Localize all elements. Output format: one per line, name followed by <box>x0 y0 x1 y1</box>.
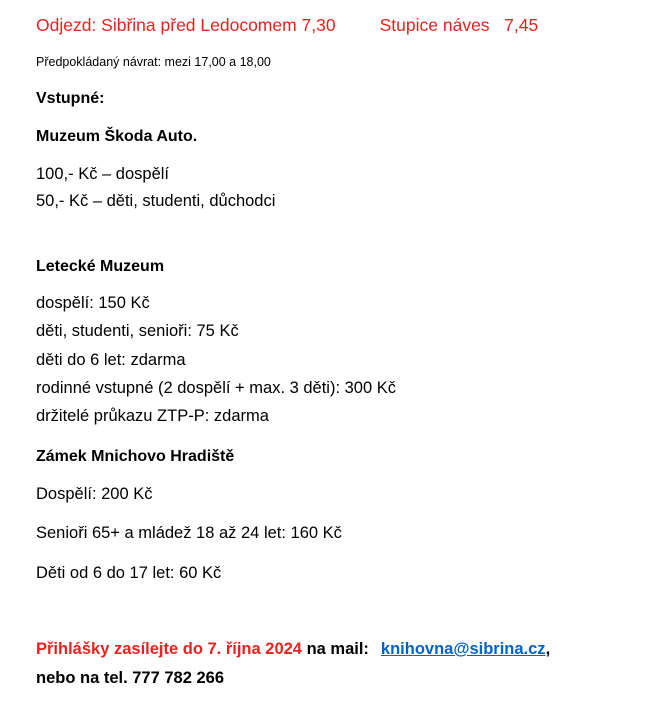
departure-stupice: Stupice náves 7,45 <box>379 15 539 35</box>
skoda-price-adults: 100,- Kč – dospělí <box>36 165 169 183</box>
skoda-price-children: 50,- Kč – děti, studenti, důchodci <box>36 192 276 210</box>
departure-text: Odjezd: Sibřina před Ledocomem 7,30 <box>36 15 336 35</box>
chateau-title: Zámek Mnichovo Hradiště <box>36 448 235 465</box>
phone-line: nebo na tel. 777 782 266 <box>36 669 225 687</box>
aviation-price-children: děti, studenti, senioři: 75 Kč <box>36 322 239 340</box>
aviation-price-under6: děti do 6 let: zdarma <box>36 351 186 369</box>
admission-heading: Vstupné: <box>36 90 105 107</box>
aviation-museum-title: Letecké Muzeum <box>36 258 165 275</box>
aviation-price-adults: dospělí: 150 Kč <box>36 294 150 312</box>
departure-line <box>36 17 538 35</box>
chateau-price-children: Děti od 6 do 17 let: 60 Kč <box>36 564 222 582</box>
aviation-price-ztp: držitelé průkazu ZTP-P: zdarma <box>36 407 269 425</box>
return-note: Předpokládaný návrat: mezi 17,00 a 18,00 <box>36 55 271 69</box>
skoda-museum-title: Muzeum Škoda Auto. <box>36 128 198 145</box>
mail-label: na mail: <box>301 640 369 658</box>
email-link[interactable]: knihovna@sibrina.cz <box>380 640 546 658</box>
signup-line <box>36 641 550 658</box>
signup-deadline: Přihlášky zasílejte do 7. října 2024 <box>36 640 302 658</box>
email-comma: , <box>545 640 551 658</box>
chateau-price-seniors: Senioři 65+ a mládež 18 až 24 let: 160 Kč <box>36 524 342 542</box>
chateau-price-adults: Dospělí: 200 Kč <box>36 485 153 503</box>
aviation-price-family: rodinné vstupné (2 dospělí + max. 3 děti): 300 Kč <box>36 379 397 397</box>
